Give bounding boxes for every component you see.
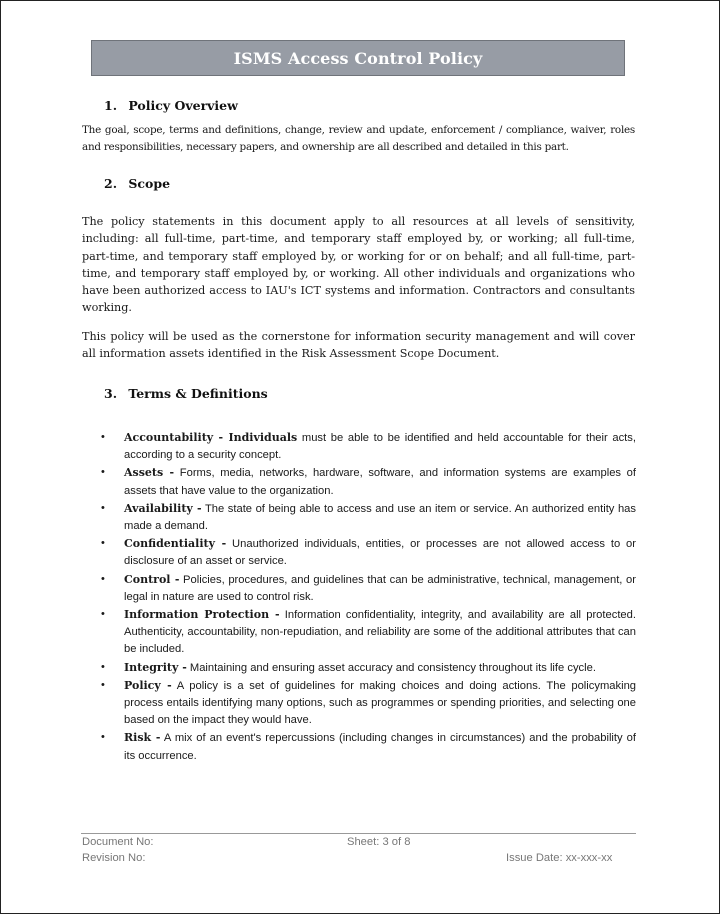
term-item-integrity	[101, 659, 636, 677]
term-name: Policy -	[124, 678, 172, 692]
section-heading-terms-definitions	[104, 386, 268, 401]
term-item-assets	[101, 464, 636, 499]
scope-paragraph-1: The policy statements in this document apply to all resources at all levels of sensitivity, including: all full-time, part-time, and temporary staff employed by, or working; all full-time, part-time, and temporary staff employed by, or working for or on behalf; and all full-time, part-time, and temporary staff employed by, or working. All other individuals and organizations who have been authorized access to IAU's ICT systems and information. Contractors and consultants working.	[82, 215, 635, 315]
bullet-icon: •	[101, 431, 105, 443]
section-title: Scope	[128, 176, 171, 191]
term-definition: The state of being able to access and use an item or service. An authorized entity has made a demand.	[124, 502, 636, 533]
section-number: 1.	[104, 98, 118, 113]
term-definition: Policies, procedures, and guidelines that can be administrative, technical, management, or legal in nature are used to control risk.	[124, 573, 636, 603]
term-definition: A mix of an event's repercussions (including changes in circumstances) and the probability of its occurrence.	[124, 732, 637, 762]
bullet-icon: •	[101, 678, 105, 691]
term-item-accountability	[101, 429, 636, 464]
term-item-control	[101, 571, 636, 606]
term-item-confidentiality	[101, 535, 636, 570]
footer-issue-date: Issue Date: xx-xxx-xx	[506, 852, 613, 864]
term-definition: Forms, media, networks, hardware, software, and information systems are examples of assets that have value to the organization.	[124, 467, 636, 497]
term-name: Information Protection -	[124, 608, 280, 622]
footer-divider	[81, 833, 636, 834]
term-definition: Maintaining and ensuring asset accuracy and consistency throughout its life cycle.	[186, 661, 596, 674]
footer-document-no: Document No:	[82, 836, 154, 848]
term-definition: Information confidentiality, integrity, and availability are all protected. Authenticity, accountability, non-repudiation, and reliability are some of the additional attributes that can be included.	[124, 609, 636, 656]
bullet-icon: •	[101, 537, 105, 550]
term-definition: A policy is a set of guidelines for making choices and doing actions. The policymaking process entails identifying many options, such as programmes or spending priorities, and selecting one based on the impact they would have.	[124, 679, 637, 727]
scope-paragraph-2: This policy will be used as the cornerstone for information security management and will cover all information assets identified in the Risk Assessment Scope Document.	[82, 330, 635, 361]
term-item-policy	[101, 677, 636, 730]
term-name: Control -	[124, 572, 180, 586]
bullet-icon: •	[101, 608, 105, 621]
bullet-icon: •	[101, 660, 105, 673]
term-item-information-protection	[101, 606, 636, 659]
section-title: Terms & Definitions	[128, 386, 268, 401]
bullet-icon: •	[101, 466, 105, 479]
terms-list	[101, 429, 636, 765]
term-name: Availability -	[124, 501, 202, 515]
bullet-icon: •	[101, 501, 105, 514]
footer-revision-no: Revision No:	[82, 852, 146, 864]
section-number: 2.	[104, 176, 118, 191]
term-item-availability	[101, 500, 636, 535]
footer-sheet-number: Sheet: 3 of 8	[347, 836, 411, 848]
term-name: Integrity -	[124, 660, 187, 674]
policy-overview-paragraph: The goal, scope, terms and definitions, change, review and update, enforcement / compliance, waiver, roles and responsibilities, necessary papers, and ownership are all described and detailed in this part.	[82, 124, 635, 153]
term-name: Accountability - Individuals	[124, 431, 298, 444]
section-number: 3.	[104, 386, 118, 401]
bullet-icon: •	[101, 572, 105, 585]
document-title: ISMS Access Control Policy	[233, 48, 483, 68]
term-item-risk	[101, 729, 636, 764]
section-heading-policy-overview	[104, 98, 238, 113]
section-heading-scope	[104, 176, 170, 191]
bullet-icon: •	[101, 731, 105, 744]
term-definition: must be able to be identified and held accountable for their acts, according to a security concept.	[124, 432, 636, 462]
term-name: Confidentiality -	[124, 537, 227, 551]
term-name: Assets -	[124, 466, 175, 480]
term-name: Risk -	[124, 731, 161, 745]
section-title: Policy Overview	[128, 98, 238, 113]
title-banner	[91, 40, 625, 76]
term-definition: Unauthorized individuals, entities, or processes are not allowed access to or disclosure of an asset or service.	[124, 538, 636, 568]
